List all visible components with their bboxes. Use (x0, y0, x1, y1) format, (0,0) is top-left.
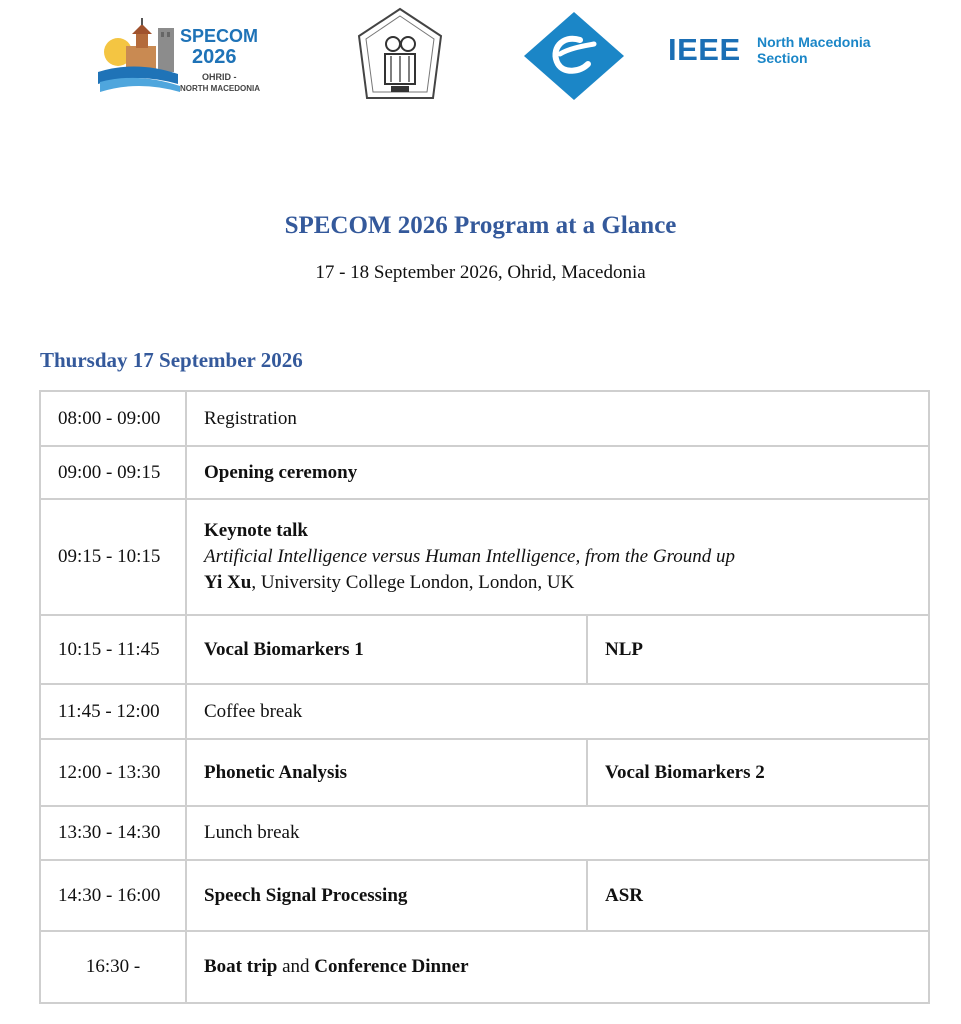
keynote-speaker: Yi Xu (204, 572, 252, 593)
keynote-heading: Keynote talk (204, 520, 308, 541)
time-cell: 11:45 - 12:00 (40, 684, 186, 739)
table-row (40, 684, 929, 739)
session-cell: Registration (186, 391, 929, 446)
logo-bar (0, 0, 961, 115)
session-cell: Lunch break (186, 806, 929, 860)
keynote-speaker-line (204, 570, 928, 596)
ieee-mark: IEEE (668, 32, 741, 67)
session-cell: Vocal Biomarkers 1 (186, 615, 587, 684)
session-cell (186, 931, 929, 1003)
e-diamond-logo (522, 10, 626, 102)
session-cell: Opening ceremony (186, 446, 929, 499)
page-subtitle: 17 - 18 September 2026, Ohrid, Macedonia (315, 262, 646, 283)
page-title: SPECOM 2026 Program at a Glance (284, 212, 677, 239)
dinner-label: Conference Dinner (314, 956, 469, 977)
session-cell: Vocal Biomarkers 2 (587, 739, 929, 806)
time-cell: 09:00 - 09:15 (40, 446, 186, 499)
specom-logo (96, 16, 274, 100)
table-row (40, 615, 929, 684)
session-cell: ASR (587, 860, 929, 931)
time-cell: 08:00 - 09:00 (40, 391, 186, 446)
ieee-logo (668, 30, 898, 74)
session-cell: Coffee break (186, 684, 929, 739)
boat-trip-label: Boat trip (204, 956, 278, 977)
church-logo-icon (96, 16, 274, 100)
keynote-talk-title: Artificial Intelligence versus Human Intelligence, from the Ground up (204, 546, 736, 567)
svg-text:NORTH MACEDONIA: NORTH MACEDONIA (180, 84, 260, 93)
university-seal-icon (355, 6, 445, 108)
svg-text:OHRID -: OHRID - (202, 72, 237, 82)
ieee-section-label: North Macedonia Section (757, 34, 871, 66)
svg-text:2026: 2026 (192, 46, 237, 68)
university-seal-logo (355, 6, 445, 108)
keynote-affiliation: , University College London, London, UK (251, 572, 575, 593)
table-row (40, 391, 929, 446)
table-row (40, 931, 929, 1003)
time-cell: 12:00 - 13:30 (40, 739, 186, 806)
e-diamond-logo-icon (522, 10, 626, 102)
table-row (40, 806, 929, 860)
conjunction-label: and (277, 956, 315, 977)
time-cell: 09:15 - 10:15 (40, 499, 186, 615)
table-row (40, 739, 929, 806)
time-cell: 14:30 - 16:00 (40, 860, 186, 931)
table-row (40, 860, 929, 931)
table-row (40, 446, 929, 499)
svg-text:SPECOM: SPECOM (180, 26, 259, 46)
table-row (40, 499, 929, 615)
program-table (39, 390, 930, 1004)
time-cell: 13:30 - 14:30 (40, 806, 186, 860)
time-cell: 10:15 - 11:45 (40, 615, 186, 684)
session-cell: Phonetic Analysis (186, 739, 587, 806)
session-cell: NLP (587, 615, 929, 684)
keynote-cell (186, 499, 929, 615)
time-cell: 16:30 - (40, 931, 186, 1003)
session-cell: Speech Signal Processing (186, 860, 587, 931)
day-heading: Thursday 17 September 2026 (40, 348, 303, 372)
